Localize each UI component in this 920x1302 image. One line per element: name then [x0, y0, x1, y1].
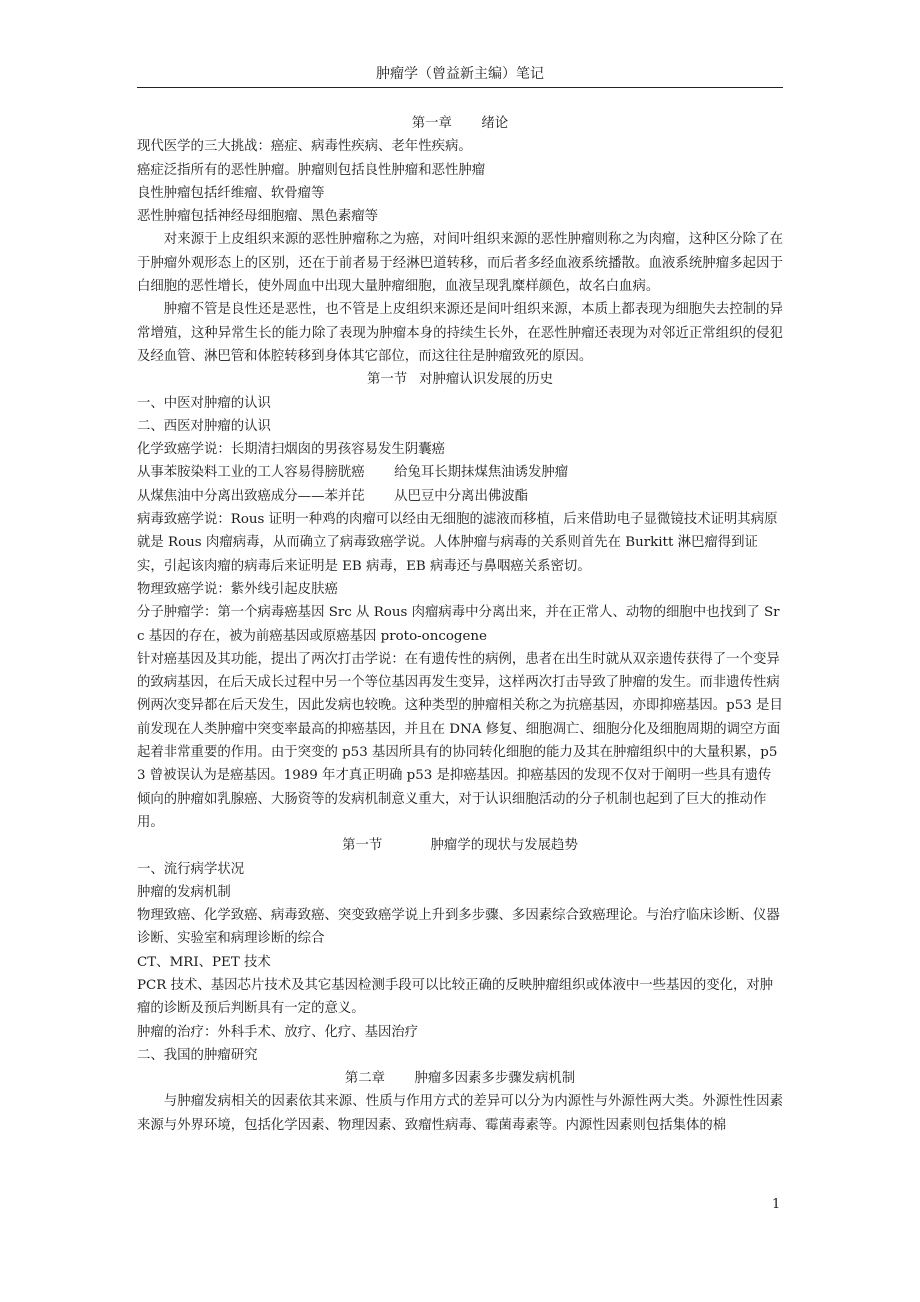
text-line-pair — [137, 485, 783, 508]
text-line: 肿瘤的发病机制 — [137, 884, 231, 900]
text-segment: 从事苯胺染料工业的工人容易得膀胱癌 — [137, 465, 365, 481]
text-line: 二、我国的肿瘤研究 — [137, 1047, 258, 1063]
paragraph-carcinoma-sarcoma: 对来源于上皮组织来源的恶性肿瘤称之为癌，对间叶组织来源的恶性肿瘤则称之为肉瘤，这种区分除了在于肿瘤外观形态上的区别，还在于前者易于经淋巴道转移，而后者多经血液系统播散。血液系统肿瘤多起因于白细胞的恶性增长，使外周血中出现大量肿瘤细胞，血液呈现乳糜样颜色，故名白血病。 — [137, 232, 783, 295]
paragraph-gene-detection: PCR 技术、基因芯片技术及其它基因检测手段可以比较正确的反映肿瘤组织或体液中一些基因的变化，对肿瘤的诊断及预后判断具有一定的意义。 — [137, 977, 774, 1017]
section-1-heading — [137, 368, 783, 391]
text-line: 恶性肿瘤包括神经母细胞瘤、黑色素瘤等 — [137, 209, 379, 225]
section-2-number: 第一节 — [342, 838, 383, 854]
text-line: 物理致癌学说：紫外线引起皮肤癌 — [137, 581, 338, 597]
text-line-pair — [137, 461, 783, 484]
text-line: 现代医学的三大挑战：癌症、病毒性疾病、老年性疾病。 — [137, 139, 472, 155]
chapter-2-title: 肿瘤多因素多步骤发病机制 — [414, 1071, 576, 1087]
text-line: 一、流行病学状况 — [137, 861, 245, 877]
chapter-1-heading — [137, 112, 783, 135]
document-body — [137, 112, 783, 1137]
text-line: 肿瘤的治疗：外科手术、放疗、化疗、基因治疗 — [137, 1024, 419, 1040]
text-line: CT、MRI、PET 技术 — [137, 954, 271, 970]
header-rule — [137, 87, 783, 88]
chapter-2-heading — [137, 1067, 783, 1090]
text-line: 化学致癌学说：长期清扫烟囱的男孩容易发生阴囊癌 — [137, 442, 445, 458]
section-1-title: 对肿瘤认识发展的历史 — [419, 372, 554, 388]
section-2-title: 肿瘤学的现状与发展趋势 — [430, 838, 578, 854]
text-segment: 给兔耳长期抹煤焦油诱发肿瘤 — [394, 465, 569, 481]
paragraph-tumor-nature: 肿瘤不管是良性还是恶性，也不管是上皮组织来源还是间叶组织来源，本质上都表现为细胞失去控制的异常增殖，这种异常生长的能力除了表现为肿瘤本身的持续生长外，在恶性肿瘤还表现为对邻近正常组织的侵犯及经血管、淋巴管和体腔转移到身体其它部位，而这往往是肿瘤致死的原因。 — [137, 302, 783, 364]
section-1-number: 第一节 — [366, 372, 408, 388]
paragraph-tumor-suppressor: 针对癌基因及其功能，提出了两次打击学说：在有遗传性的病例，患者在出生时就从双亲遗传获得了一个变异的致病基因，在后天成长过程中另一个等位基因再发生变异，这样两次打击导致了肿瘤的发生。而非遗传性病例两次变异都在后天发生，因此发病也较晚。这种类型的肿瘤相关称之为抗癌基因，亦即抑癌基因。p53 是目前发现在人类肿瘤中突变率最高的抑癌基因，并且在 DNA 修复、细胞凋亡、细胞分化及细胞周期的调空方面起着非常重要的作用。由于突变的 p53 基因所具有的协同转化细胞的能力及其在肿瘤组织中的大量积累，p53 曾被误认为是癌基因。1989 年才真正明确 p53 是抑癌基因。抑癌基因的发现不仅对于阐明一些具有遗传倾向的肿瘤如乳腺癌、大肠资等的发病机制意义重大，对于认识细胞活动的分子机制也起到了巨大的推动作用。 — [137, 651, 783, 830]
page-header-title: 肿瘤学（曾益新主编）笔记 — [376, 66, 544, 82]
paragraph-factors: 与肿瘤发病相关的因素依其来源、性质与作用方式的差异可以分为内源性与外源性两大类。外源性性因素来源与外界环境，包括化学因素、物理因素、致瘤性病毒、霉菌毒素等。内源性因素则包括集体的棉 — [137, 1094, 783, 1133]
text-segment: 从煤焦油中分离出致癌成分——苯并芘 — [137, 488, 365, 504]
text-line: 癌症泛指所有的恶性肿瘤。肿瘤则包括良性肿瘤和恶性肿瘤 — [137, 162, 486, 178]
section-2-heading — [137, 834, 783, 857]
paragraph-molecular-oncology: 分子肿瘤学：第一个病毒癌基因 Src 从 Rous 肉瘤病毒中分离出来，并在正常人、动物的细胞中也找到了 Src 基因的存在，被为前癌基因或原癌基因 proto-oncogene — [137, 605, 780, 644]
text-line: 二、西医对肿瘤的认识 — [137, 418, 271, 434]
text-segment: 从巴豆中分离出佛波酯 — [394, 488, 529, 504]
chapter-1-title: 绪论 — [481, 116, 509, 131]
paragraph-virus-theory: 病毒致癌学说：Rous 证明一种鸡的肉瘤可以经由无细胞的滤液而移植，后来借助电子显微镜技术证明其病原就是 Rous 肉瘤病毒，从而确立了病毒致癌学说。人体肿瘤与病毒的关系则首先在 Burkitt 淋巴瘤得到证实，引起该肉瘤的病毒后来证明是 EB 病毒，EB 病毒还与鼻咽癌关系密切。 — [137, 512, 778, 574]
page-number: 1 — [772, 1197, 781, 1212]
chapter-2-number: 第二章 — [344, 1071, 385, 1087]
chapter-1-number: 第一章 — [411, 116, 452, 131]
paragraph-pathogenesis: 物理致癌、化学致癌、病毒致癌、突变致癌学说上升到多步骤、多因素综合致癌理论。与治疗临床诊断、仪器诊断、实验室和病理诊断的综合 — [137, 908, 780, 947]
text-line: 良性肿瘤包括纤维瘤、软骨瘤等 — [137, 185, 325, 201]
text-line: 一、中医对肿瘤的认识 — [137, 395, 271, 411]
